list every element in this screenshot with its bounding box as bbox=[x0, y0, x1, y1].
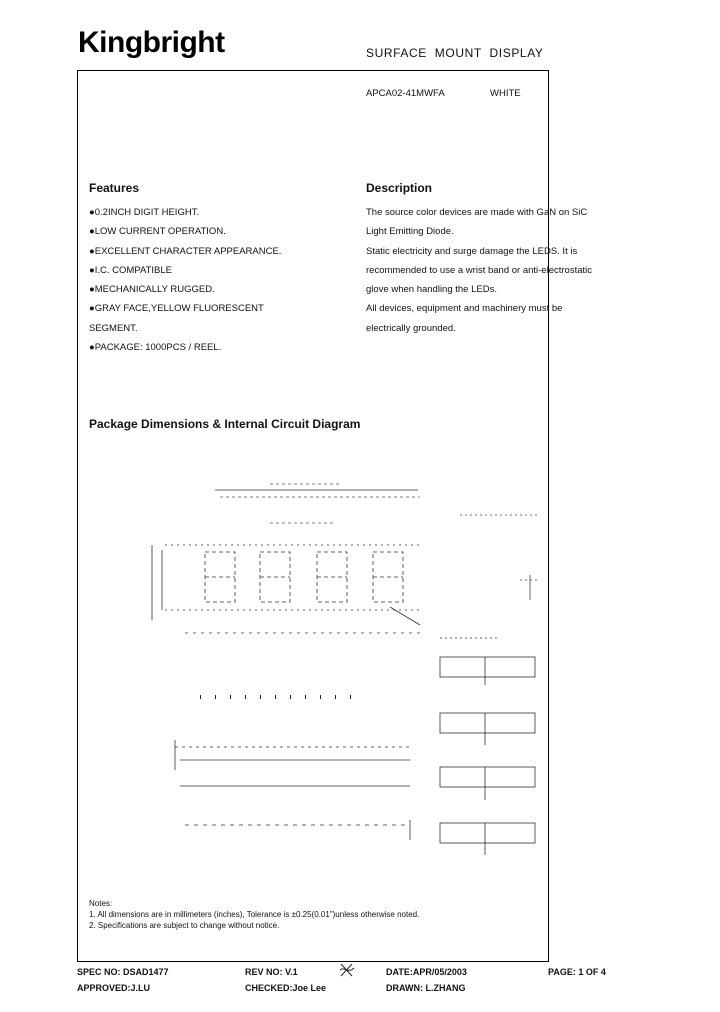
feature-item: ●MECHANICALLY RUGGED. bbox=[89, 284, 215, 296]
package-dimension-drawing bbox=[120, 470, 550, 865]
revision-number: REV NO: V.1 bbox=[245, 967, 298, 977]
description-line: The source color devices are made with GaN on SiC bbox=[366, 207, 588, 218]
emitted-color: WHITE bbox=[490, 88, 521, 99]
feature-item: ●PACKAGE: 1000PCS / REEL. bbox=[89, 342, 222, 354]
signature-mark-icon bbox=[338, 960, 356, 980]
spec-number: SPEC NO: DSAD1477 bbox=[77, 967, 169, 977]
side-view bbox=[460, 515, 540, 600]
bottom-view bbox=[175, 740, 410, 840]
feature-item: ●LOW CURRENT OPERATION. bbox=[89, 226, 226, 238]
description-line: recommended to use a wrist band or anti-electrostatic bbox=[366, 264, 592, 276]
features-heading: Features bbox=[89, 181, 140, 195]
notes-block bbox=[89, 898, 419, 931]
description-line: glove when handling the LEDs. bbox=[366, 284, 497, 296]
approved-by: APPROVED:J.LU bbox=[77, 983, 151, 993]
brand-logo: Kingbright bbox=[78, 26, 225, 59]
description-text bbox=[366, 203, 636, 338]
part-number: APCA02-41MWFA bbox=[366, 88, 445, 99]
circuit-diagram bbox=[440, 638, 535, 855]
note-item: 2. Specifications are subject to change without notice. bbox=[89, 921, 280, 930]
checked-by: CHECKED:Joe Lee bbox=[245, 983, 327, 993]
front-view bbox=[152, 545, 420, 633]
feature-item: ●0.2INCH DIGIT HEIGHT. bbox=[89, 207, 200, 218]
diagram-heading: Package Dimensions & Internal Circuit Diagram bbox=[89, 417, 361, 431]
description-line: All devices, equipment and machinery must be bbox=[366, 303, 563, 315]
notes-title: Notes: bbox=[89, 899, 113, 908]
document-title: SURFACE MOUNT DISPLAY bbox=[366, 46, 544, 60]
document-date: DATE:APR/05/2003 bbox=[386, 967, 467, 977]
note-item: 1. All dimensions are in millimeters (inches), Tolerance is ±0.25(0.01")unless otherwise noted. bbox=[89, 910, 420, 919]
drawn-by: DRAWN: L.ZHANG bbox=[386, 983, 466, 993]
feature-item: ●GRAY FACE,YELLOW FLUORESCENT bbox=[89, 303, 264, 315]
feature-item: ●I.C. COMPATIBLE bbox=[89, 264, 172, 276]
description-line: Light Emitting Diode. bbox=[366, 226, 454, 238]
features-list bbox=[89, 203, 281, 357]
page-number: PAGE: 1 OF 4 bbox=[548, 967, 606, 977]
description-line: electrically grounded. bbox=[366, 322, 456, 334]
description-line: Static electricity and surge damage the LEDS. It is bbox=[366, 245, 578, 257]
description-heading: Description bbox=[366, 181, 433, 195]
feature-item: ●EXCELLENT CHARACTER APPEARANCE. bbox=[89, 245, 282, 257]
feature-item: SEGMENT. bbox=[89, 322, 138, 334]
